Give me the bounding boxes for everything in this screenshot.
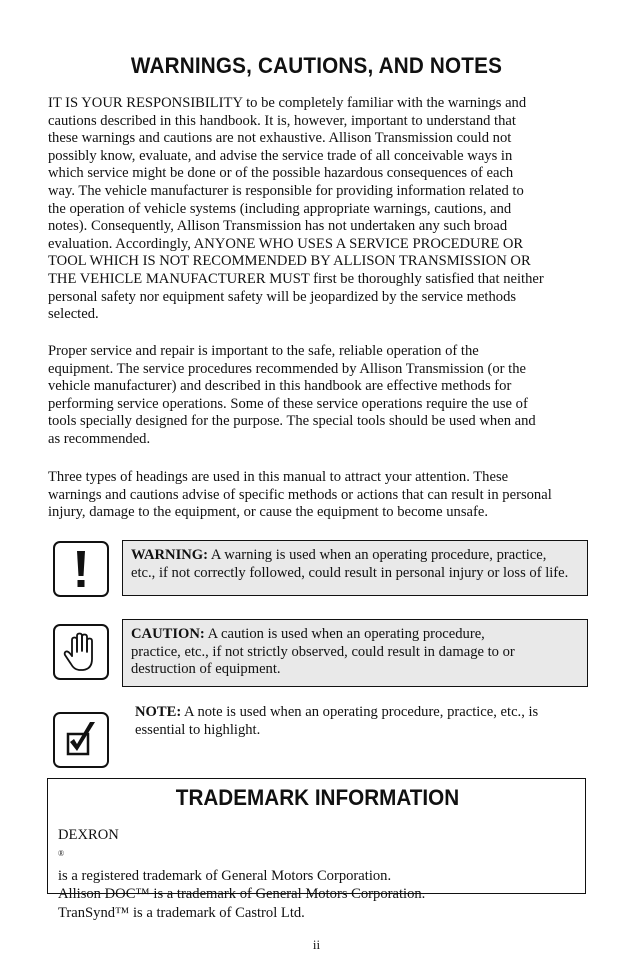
headings-paragraph — [48, 469, 588, 522]
checkmark-icon — [53, 712, 109, 768]
text-line: performing service operations. Some of these service operations require the use of — [48, 395, 528, 412]
hand-icon — [53, 624, 109, 680]
trademark-list — [58, 826, 425, 922]
caution-text: A caution is used when an operating procedure, — [204, 626, 485, 642]
page-title: WARNINGS, CAUTIONS, AND NOTES — [130, 53, 503, 78]
caution-callout — [122, 619, 588, 687]
page-number: ii — [312, 937, 321, 952]
text-line: notes). Consequently, Allison Transmission has not undertaken any such broad — [48, 218, 508, 235]
text-line: cautions described in this handbook. It is, however, important to understand that — [48, 112, 516, 129]
warning-label: WARNING: — [131, 547, 209, 563]
exclamation-icon — [53, 541, 109, 597]
responsibility-paragraph — [48, 95, 588, 324]
text-line: way. The vehicle manufacturer is responsible for providing information related to — [48, 182, 524, 199]
text-line: tools specially designed for the purpose. The special tools should be used when and — [48, 413, 536, 430]
note-text: essential to highlight. — [135, 721, 261, 738]
warning-text: etc., if not correctly followed, could result in personal injury or loss of life. — [131, 564, 569, 581]
trademark-line: DEXRON ® is a registered trademark of General Motors Corporation. — [58, 827, 392, 884]
text-line: Three types of headings are used in this manual to attract your attention. These — [48, 469, 509, 485]
text-line: possibly know, evaluate, and advise the service trade of all conceivable ways in — [48, 147, 513, 164]
trademark-title: TRADEMARK INFORMATION — [175, 785, 460, 810]
text-line: these warnings and cautions are not exhaustive. Allison Transmission could not — [48, 130, 512, 147]
text-line: personal safety nor equipment safety will be jeopardized by the service methods — [48, 288, 517, 305]
text-line: equipment. The service procedures recommended by Allison Transmission (or the — [48, 360, 526, 377]
caution-label: CAUTION: — [131, 626, 205, 642]
warning-text: A warning is used when an operating procedure, practice, — [208, 547, 547, 563]
warning-callout — [122, 540, 588, 596]
note-label: NOTE: — [135, 704, 182, 720]
note-callout — [135, 704, 595, 739]
text-line: as recommended. — [48, 430, 151, 447]
text-line: vehicle manufacturer) and described in this handbook are effective methods for — [48, 378, 512, 395]
trademark-line: Allison DOC™ is a trademark of General Motors Corporation. — [58, 886, 426, 903]
trademark-box — [47, 778, 586, 921]
text-line: THE VEHICLE MANUFACTURER MUST first be thoroughly satisfied that neither — [48, 270, 544, 287]
text-line: IT IS YOUR RESPONSIBILITY to be completely familiar with the warnings and — [48, 95, 527, 111]
text-line: injury, damage to the equipment, or cause the equipment to become unsafe. — [48, 504, 488, 521]
text-line: the operation of vehicle systems (including appropriate warnings, cautions, and — [48, 200, 512, 217]
trademark-line: TranSynd™ is a trademark of Castrol Ltd. — [58, 904, 305, 921]
caution-text: destruction of equipment. — [131, 661, 281, 678]
text-line: selected. — [48, 306, 99, 323]
caution-text: practice, etc., if not strictly observed, could result in damage to or — [131, 643, 515, 660]
text-line: TOOL WHICH IS NOT RECOMMENDED BY ALLISON TRANSMISSION OR — [48, 253, 531, 270]
note-text: A note is used when an operating procedure, practice, etc., is — [181, 704, 539, 720]
service-paragraph — [48, 343, 588, 449]
text-line: evaluation. Accordingly, ANYONE WHO USES A SERVICE PROCEDURE OR — [48, 235, 524, 252]
text-line: Proper service and repair is important to the safe, reliable operation of the — [48, 343, 479, 359]
text-line: which service might be done or of the possible hazardous consequences of each — [48, 165, 514, 182]
text-line: warnings and cautions advise of specific methods or actions that can result in personal — [48, 486, 552, 503]
